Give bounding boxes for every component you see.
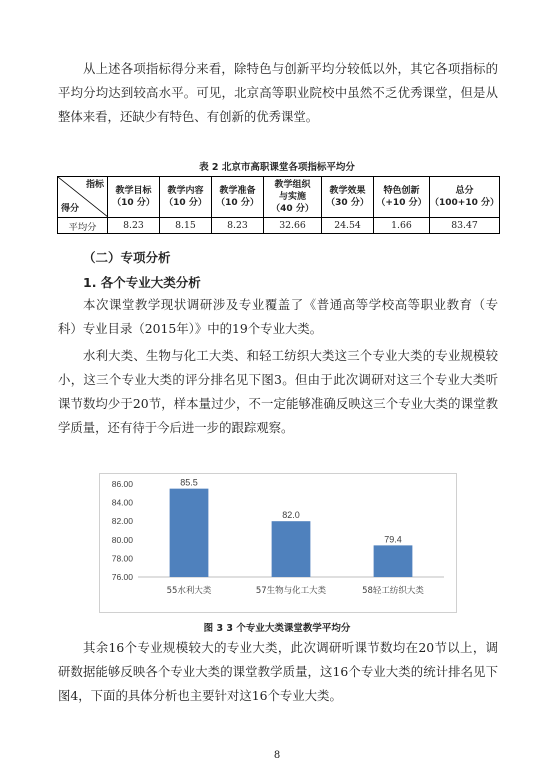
x-tick-label: 55水利大类 [166, 586, 212, 596]
paragraph-2: 本次课堂教学现状调研涉及专业覆盖了《普通高等学校高等职业教育（专科）专业目录（2015年）》中的19个专业大类。 [58, 297, 498, 336]
header-teaching-organization: 教学组织 与实施 （40 分） [264, 177, 322, 218]
y-tick-label: 86.00 [111, 479, 133, 489]
indicator-table [57, 176, 500, 234]
bar [272, 521, 311, 577]
chart-canvas [100, 474, 456, 612]
header-total-score: 总分 （100+10 分） [430, 177, 500, 218]
section-heading: （二）专项分析 [83, 250, 171, 265]
bar [170, 489, 209, 577]
paragraph-4: 其余16个专业规模较大的专业大类，此次调研听课节数均在20节以上，调研数据能够反映各个专业大类的课堂教学质量，这16个专业大类的统计排名见下图4，下面的具体分析也主要针对这16个专业大类。 [58, 640, 498, 703]
data-label: 79.4 [384, 534, 402, 545]
x-tick-label: 58轻工纺织大类 [362, 586, 424, 596]
paragraph-1: 从上述各项指标得分来看，除特色与创新平均分较低以外，其它各项指标的平均分均达到较高水平。可见，北京高等职业院校中虽然不乏优秀课堂，但是从整体来看，还缺少有特色、有创新的优秀课堂。 [58, 61, 498, 124]
y-tick-label: 80.00 [111, 534, 133, 545]
data-label: 85.5 [180, 477, 198, 488]
table-cell: 8.15 [160, 218, 212, 234]
table-cell: 24.54 [322, 218, 374, 234]
table-cell: 83.47 [430, 218, 500, 234]
bar-chart [99, 473, 457, 613]
table-cell: 8.23 [212, 218, 264, 234]
y-tick-label: 78.00 [111, 553, 133, 564]
table-cell: 8.23 [108, 218, 160, 234]
header-teaching-effect: 教学效果 （30 分） [322, 177, 374, 218]
table-row [58, 218, 500, 234]
subsection-heading: 1. 各个专业大类分析 [83, 275, 201, 290]
row-label: 平均分 [58, 218, 108, 234]
corner-label-top: 指标 [85, 180, 104, 190]
bar [374, 545, 413, 577]
paragraph-3: 水利大类、生物与化工大类、和轻工纺织大类这三个专业大类的专业规模较小，这三个专业大类的评分排名见下图3。但由于此次调研对这三个专业大类听课节数均少于20节，样本量过少，不一定能够准确反映这三个专业大类的课堂教学质量，还有待于今后进一步的跟踪观察。 [58, 348, 498, 435]
header-teaching-content: 教学内容 （10 分） [160, 177, 212, 218]
table-header-row [58, 177, 500, 218]
y-tick-label: 82.00 [111, 516, 133, 527]
header-teaching-goal: 教学目标 （10 分） [108, 177, 160, 218]
table-cell: 1.66 [374, 218, 430, 234]
header-teaching-preparation: 教学准备 （10 分） [212, 177, 264, 218]
x-tick-label: 57生物与化工大类 [255, 586, 327, 596]
figure-caption: 图 3 3 个专业大类课堂教学平均分 [203, 623, 351, 634]
table-caption: 表 2 北京市高职课堂各项指标平均分 [199, 162, 355, 173]
table-corner-cell [58, 177, 108, 218]
y-tick-label: 76.00 [111, 572, 133, 582]
header-feature-innovation: 特色创新 （+10 分） [374, 177, 430, 218]
y-tick-label: 84.00 [111, 497, 133, 508]
data-label: 82.0 [282, 510, 300, 521]
page-number: 8 [273, 750, 281, 761]
table-cell: 32.66 [264, 218, 322, 234]
corner-label-bottom: 得分 [61, 204, 80, 214]
